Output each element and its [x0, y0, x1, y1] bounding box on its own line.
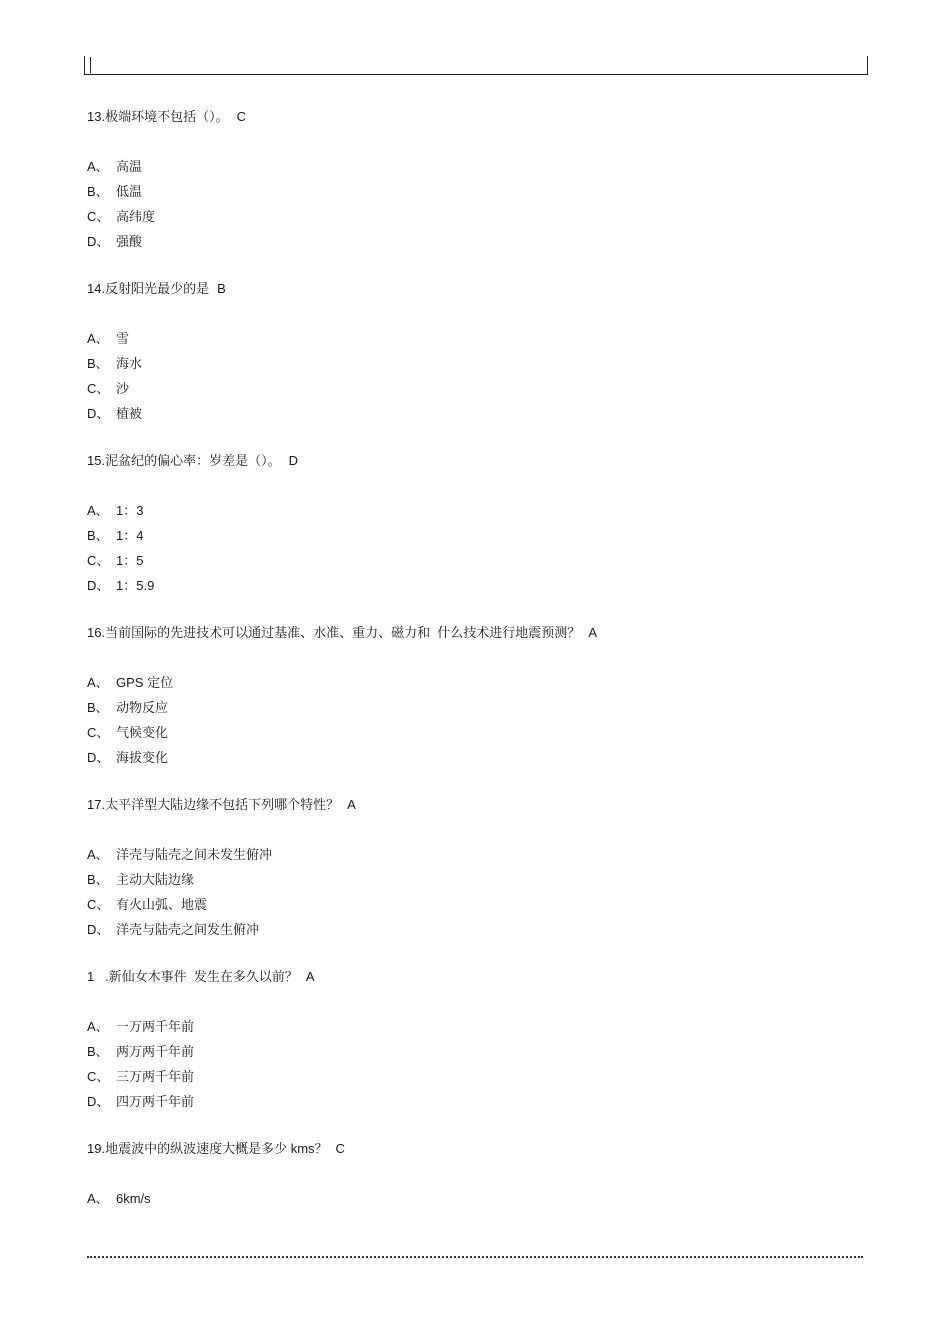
- option-text: 海水: [116, 356, 143, 371]
- option-letter: A、: [87, 331, 109, 346]
- option-text: 6km/s: [116, 1191, 151, 1206]
- option-text: 1：5.9: [116, 578, 155, 593]
- option-a: [87, 498, 877, 523]
- option-c: [87, 376, 877, 401]
- option-text: 高纬度: [116, 209, 156, 224]
- option-text: 四万两千年前: [116, 1094, 195, 1109]
- question-text: .新仙女木事件 发生在多久以前？: [94, 969, 298, 984]
- question-text: 太平洋型大陆边缘不包括下列哪个特性？: [105, 797, 340, 812]
- option-letter: C、: [87, 897, 110, 912]
- option-letter: D、: [87, 922, 110, 937]
- option-letter: B、: [87, 700, 109, 715]
- question-text: 当前国际的先进技术可以通过基准、水准、重力、磁力和 什么技术进行地震预测？: [105, 625, 581, 640]
- option-letter: A、: [87, 159, 109, 174]
- question-number: 14.: [87, 281, 106, 296]
- question-number: 17.: [87, 797, 106, 812]
- option-letter: D、: [87, 750, 110, 765]
- header-rule: [84, 56, 868, 75]
- option-d: [87, 917, 877, 942]
- question-stem: [87, 620, 877, 645]
- option-d: [87, 1089, 877, 1114]
- option-text: 三万两千年前: [116, 1069, 195, 1084]
- option-letter: C、: [87, 209, 110, 224]
- option-d: [87, 229, 877, 254]
- question-number: 16.: [87, 625, 106, 640]
- option-text: 洋壳与陆壳之间发生俯冲: [116, 922, 260, 937]
- option-a: [87, 1186, 877, 1211]
- option-text: GPS 定位: [116, 675, 174, 690]
- question-number: 13.: [87, 109, 106, 124]
- question-stem: [87, 964, 877, 989]
- option-d: [87, 401, 877, 426]
- question-stem: [87, 448, 877, 473]
- option-a: [87, 1014, 877, 1039]
- option-letter: D、: [87, 234, 110, 249]
- option-text: 动物反应: [116, 700, 169, 715]
- option-a: [87, 670, 877, 695]
- option-c: [87, 548, 877, 573]
- option-letter: B、: [87, 1044, 109, 1059]
- option-letter: A、: [87, 1019, 109, 1034]
- option-c: [87, 892, 877, 917]
- option-letter: A、: [87, 503, 109, 518]
- option-letter: A、: [87, 675, 109, 690]
- option-b: [87, 1039, 877, 1064]
- answer-key: C: [236, 109, 246, 124]
- option-c: [87, 720, 877, 745]
- question-text: 反射阳光最少的是: [105, 281, 210, 296]
- option-text: 1：5: [116, 553, 144, 568]
- option-a: [87, 154, 877, 179]
- option-text: 沙: [116, 381, 130, 396]
- option-letter: B、: [87, 528, 109, 543]
- option-letter: C、: [87, 1069, 110, 1084]
- option-d: [87, 745, 877, 770]
- option-letter: C、: [87, 725, 110, 740]
- option-letter: C、: [87, 381, 110, 396]
- question-stem: [87, 104, 877, 129]
- question-number: 15.: [87, 453, 106, 468]
- question-19: [87, 1136, 877, 1211]
- option-letter: D、: [87, 578, 110, 593]
- question-number: 1: [87, 969, 95, 984]
- option-c: [87, 1064, 877, 1089]
- question-14: [87, 276, 877, 426]
- option-text: 两万两千年前: [116, 1044, 195, 1059]
- option-b: [87, 179, 877, 204]
- option-a: [87, 842, 877, 867]
- option-letter: D、: [87, 1094, 110, 1109]
- option-text: 高温: [116, 159, 143, 174]
- answer-key: A: [305, 969, 315, 984]
- option-text: 1：4: [116, 528, 144, 543]
- option-b: [87, 351, 877, 376]
- option-b: [87, 695, 877, 720]
- question-text: 地震波中的纵波速度大概是多少 kms？: [105, 1141, 328, 1156]
- answer-key: C: [335, 1141, 345, 1156]
- question-text: 泥盆纪的偏心率：岁差是（）。: [105, 453, 281, 468]
- option-text: 气候变化: [116, 725, 169, 740]
- option-text: 有火山弧、地震: [116, 897, 208, 912]
- option-text: 植被: [116, 406, 143, 421]
- answer-key: A: [588, 625, 597, 640]
- question-number: 19.: [87, 1141, 106, 1156]
- option-text: 雪: [116, 331, 130, 346]
- question-13: [87, 104, 877, 254]
- option-letter: A、: [87, 847, 109, 862]
- question-list: [87, 104, 877, 1233]
- answer-key: A: [347, 797, 356, 812]
- question-17: [87, 792, 877, 942]
- option-text: 低温: [116, 184, 143, 199]
- option-letter: C、: [87, 553, 110, 568]
- option-letter: B、: [87, 184, 109, 199]
- option-letter: B、: [87, 356, 109, 371]
- question-15: [87, 448, 877, 598]
- option-letter: B、: [87, 872, 109, 887]
- option-d: [87, 573, 877, 598]
- option-b: [87, 523, 877, 548]
- option-letter: D、: [87, 406, 110, 421]
- option-text: 洋壳与陆壳之间未发生俯冲: [116, 847, 273, 862]
- option-b: [87, 867, 877, 892]
- question-text: 极端环境不包括（）。: [105, 109, 229, 124]
- question-stem: [87, 792, 877, 817]
- option-text: 1：3: [116, 503, 144, 518]
- answer-key: D: [288, 453, 298, 468]
- footer-dotted-rule: [87, 1252, 863, 1258]
- question-stem: [87, 1136, 877, 1161]
- text-cursor-mark: [90, 57, 91, 73]
- option-a: [87, 326, 877, 351]
- option-c: [87, 204, 877, 229]
- question-18: [87, 964, 877, 1114]
- option-text: 主动大陆边缘: [116, 872, 195, 887]
- question-16: [87, 620, 877, 770]
- option-text: 强酸: [116, 234, 143, 249]
- answer-key: B: [217, 281, 226, 296]
- question-stem: [87, 276, 877, 301]
- option-text: 一万两千年前: [116, 1019, 195, 1034]
- option-text: 海拔变化: [116, 750, 169, 765]
- option-letter: A、: [87, 1191, 109, 1206]
